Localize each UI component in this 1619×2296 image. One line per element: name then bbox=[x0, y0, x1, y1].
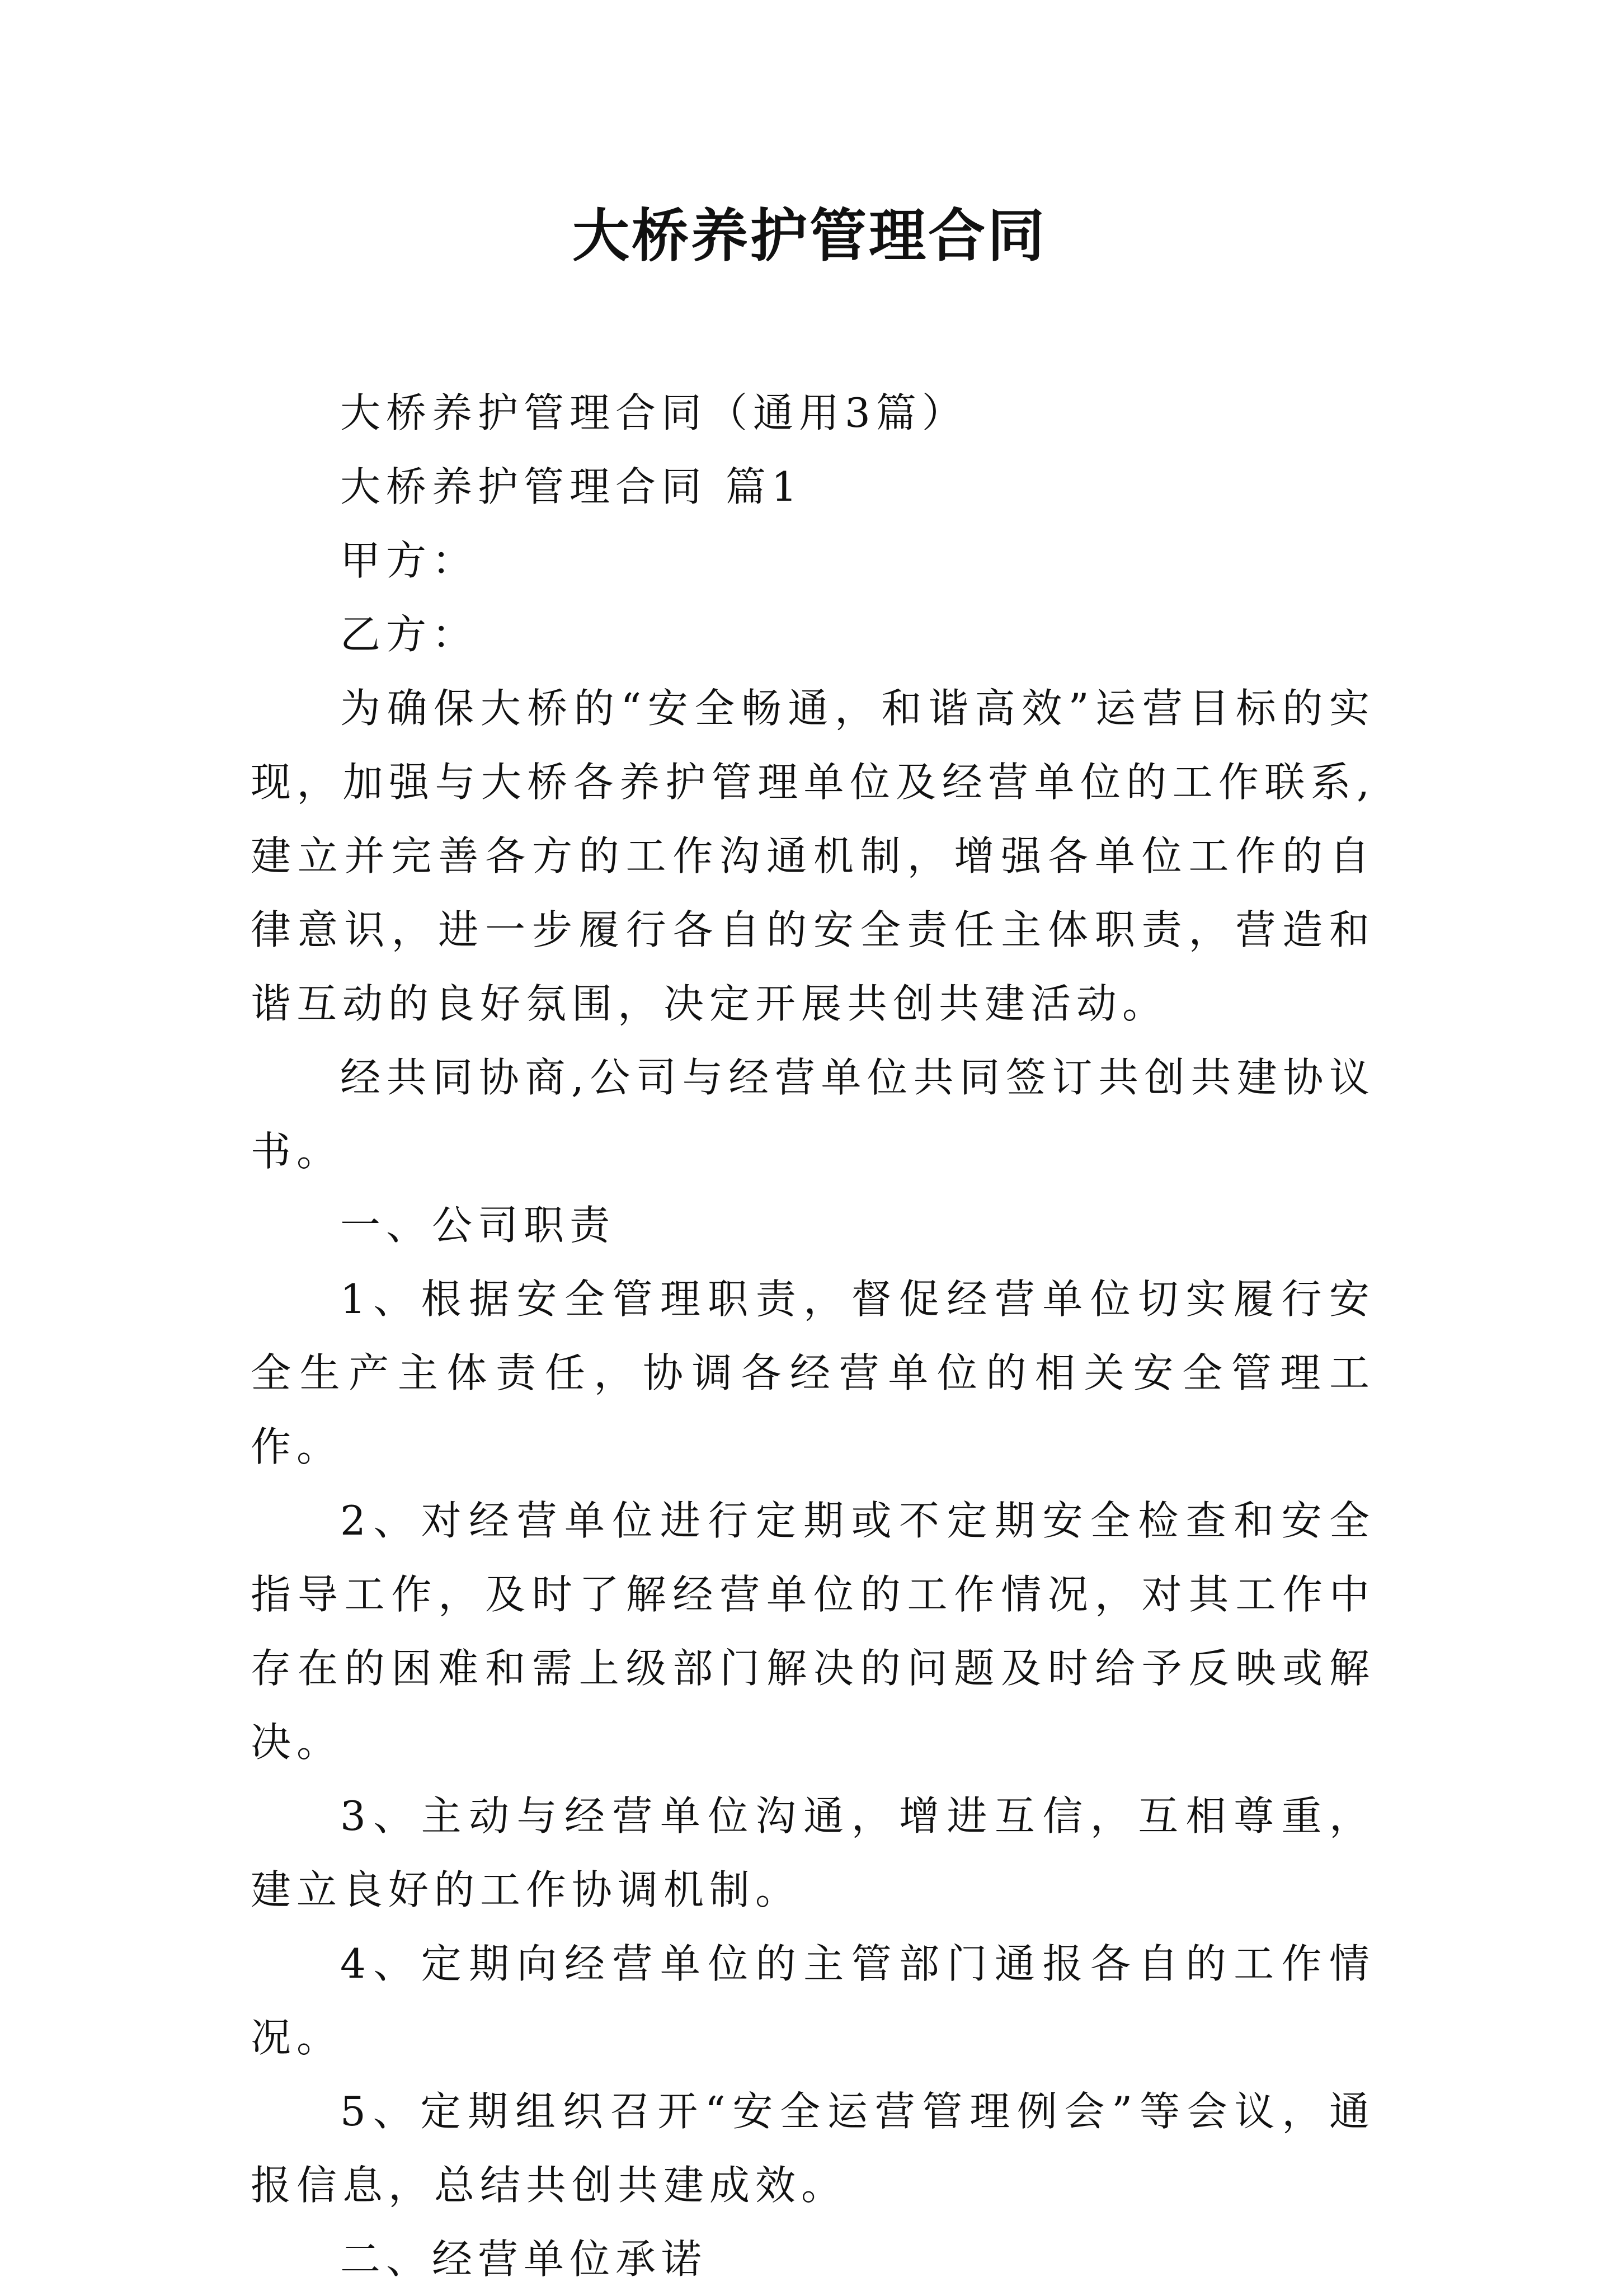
paragraph-agreement: 经共同协商,公司与经营单位共同签订共创共建协议书。 bbox=[251, 1054, 1375, 1175]
paragraph-duty-1: 1、根据安全管理职责，督促经营单位切实履行安全生产主体责任，协调各经营单位的相关安全管理工作。 bbox=[251, 1276, 1375, 1470]
document-title: 大桥养护管理合同 bbox=[572, 203, 1047, 270]
document-body bbox=[251, 376, 1375, 2296]
paragraph-duty-4: 4、定期向经营单位的主管部门通报各自的工作情况。 bbox=[251, 1940, 1375, 2061]
paragraph-heading: 大桥养护管理合同（通用3篇） bbox=[340, 389, 968, 436]
paragraph-party-b: 乙方： bbox=[340, 611, 478, 658]
paragraph-purpose: 为确保大桥的“安全畅通，和谐高效”运营目标的实现，加强与大桥各养护管理单位及经营单位的工作联系,建立并完善各方的工作沟通机制，增强各单位工作的自律意识，进一步履行各自的安全责任主体职责，营造和谐互动的良好氛围，决定开展共创共建活动。 bbox=[251, 685, 1375, 1027]
paragraph-duty-5: 5、定期组织召开“安全运营管理例会”等会议，通报信息，总结共创共建成效。 bbox=[251, 2088, 1375, 2209]
paragraph-operator-commitments-heading: 二、经营单位承诺 bbox=[340, 2236, 708, 2283]
paragraph-party-a: 甲方： bbox=[340, 537, 478, 584]
paragraph-duty-3: 3、主动与经营单位沟通，增进互信，互相尊重，建立良好的工作协调机制。 bbox=[251, 1792, 1375, 1913]
paragraph-duty-2: 2、对经营单位进行定期或不定期安全检查和安全指导工作，及时了解经营单位的工作情况，对其工作中存在的困难和需上级部门解决的问题及时给予反映或解决。 bbox=[251, 1497, 1375, 1766]
paragraph-section-title: 大桥养护管理合同 篇1 bbox=[340, 463, 803, 510]
paragraph-company-duties-heading: 一、公司职责 bbox=[340, 1202, 616, 1249]
